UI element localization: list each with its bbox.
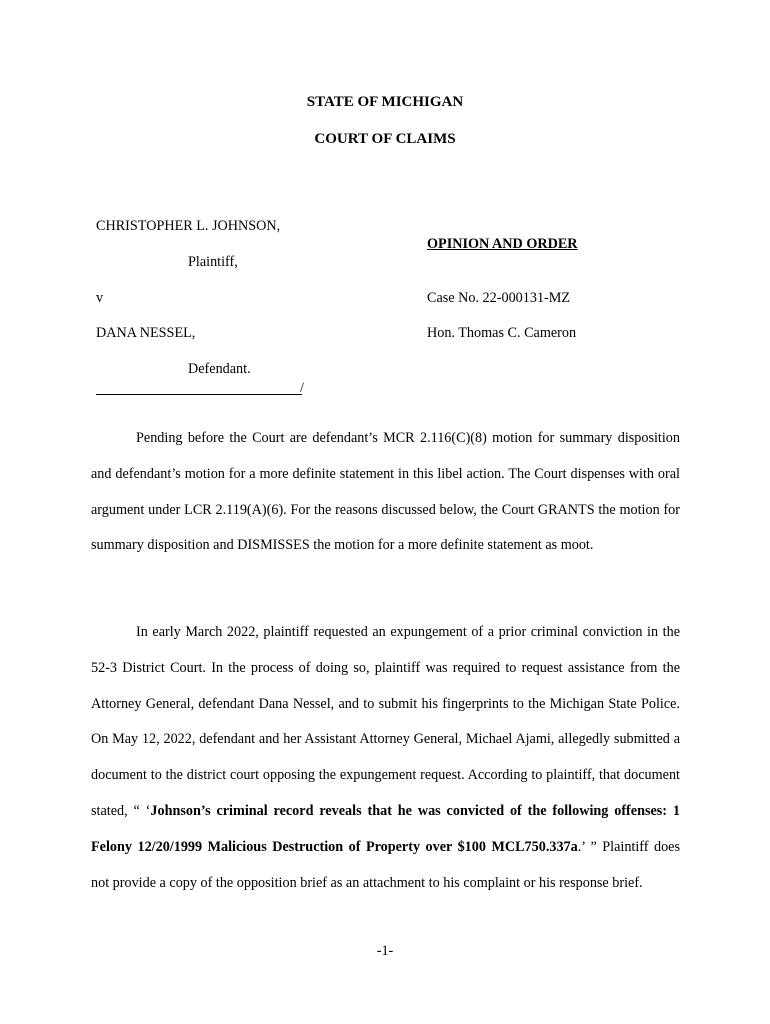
document-type-heading: OPINION AND ORDER (427, 236, 578, 252)
body-paragraph-2 (91, 615, 680, 901)
caption-rule (96, 380, 302, 395)
quoted-record-text: Johnson’s criminal record reveals that he was convicted of the following offenses: 1 Felony 12/20/1999 Malicious Destruction of Property over $100 MCL750.337a (91, 802, 680, 855)
page-number: -1- (376, 943, 394, 959)
caption-slash: / (300, 380, 304, 396)
paragraph-2-text-start: In early March 2022, plaintiff requested an expungement of a prior criminal conviction in the 52-3 District Court. In the process of doing so, plaintiff was required to request assistance from the Attorney General, defendant Dana Nessel, and to submit his fingerprints to the Michigan State Police. On May 12, 2022, defendant and her Assistant Attorney General, Michael Ajami, allegedly submitted a document to the district court opposing the expungement request. According to plaintiff, that document stated, “ ‘ (91, 624, 680, 819)
state-heading: STATE OF MICHIGAN (306, 94, 464, 110)
court-heading: COURT OF CLAIMS (314, 131, 456, 147)
defendant-name: DANA NESSEL, (96, 325, 196, 341)
body-paragraph-1: Pending before the Court are defendant’s MCR 2.116(C)(8) motion for summary disposition and defendant’s motion for a more definite statement in this libel action. The Court dispenses with oral argument under LCR 2.119(A)(6). For the reasons discussed below, the Court GRANTS the motion for summary disposition and DISMISSES the motion for a more definite statement as moot. (91, 430, 680, 554)
paragraph-2-text-end: .’ ” Plaintiff does not provide a copy of the opposition brief as an attachment to his complaint or his response brief. (91, 838, 680, 891)
plaintiff-name: CHRISTOPHER L. JOHNSON, (96, 218, 281, 234)
defendant-role: Defendant. (188, 361, 251, 377)
case-number: Case No. 22-000131-MZ (427, 290, 571, 306)
versus-label: v (96, 290, 104, 306)
judge-name: Hon. Thomas C. Cameron (427, 325, 577, 341)
plaintiff-role: Plaintiff, (188, 254, 238, 270)
